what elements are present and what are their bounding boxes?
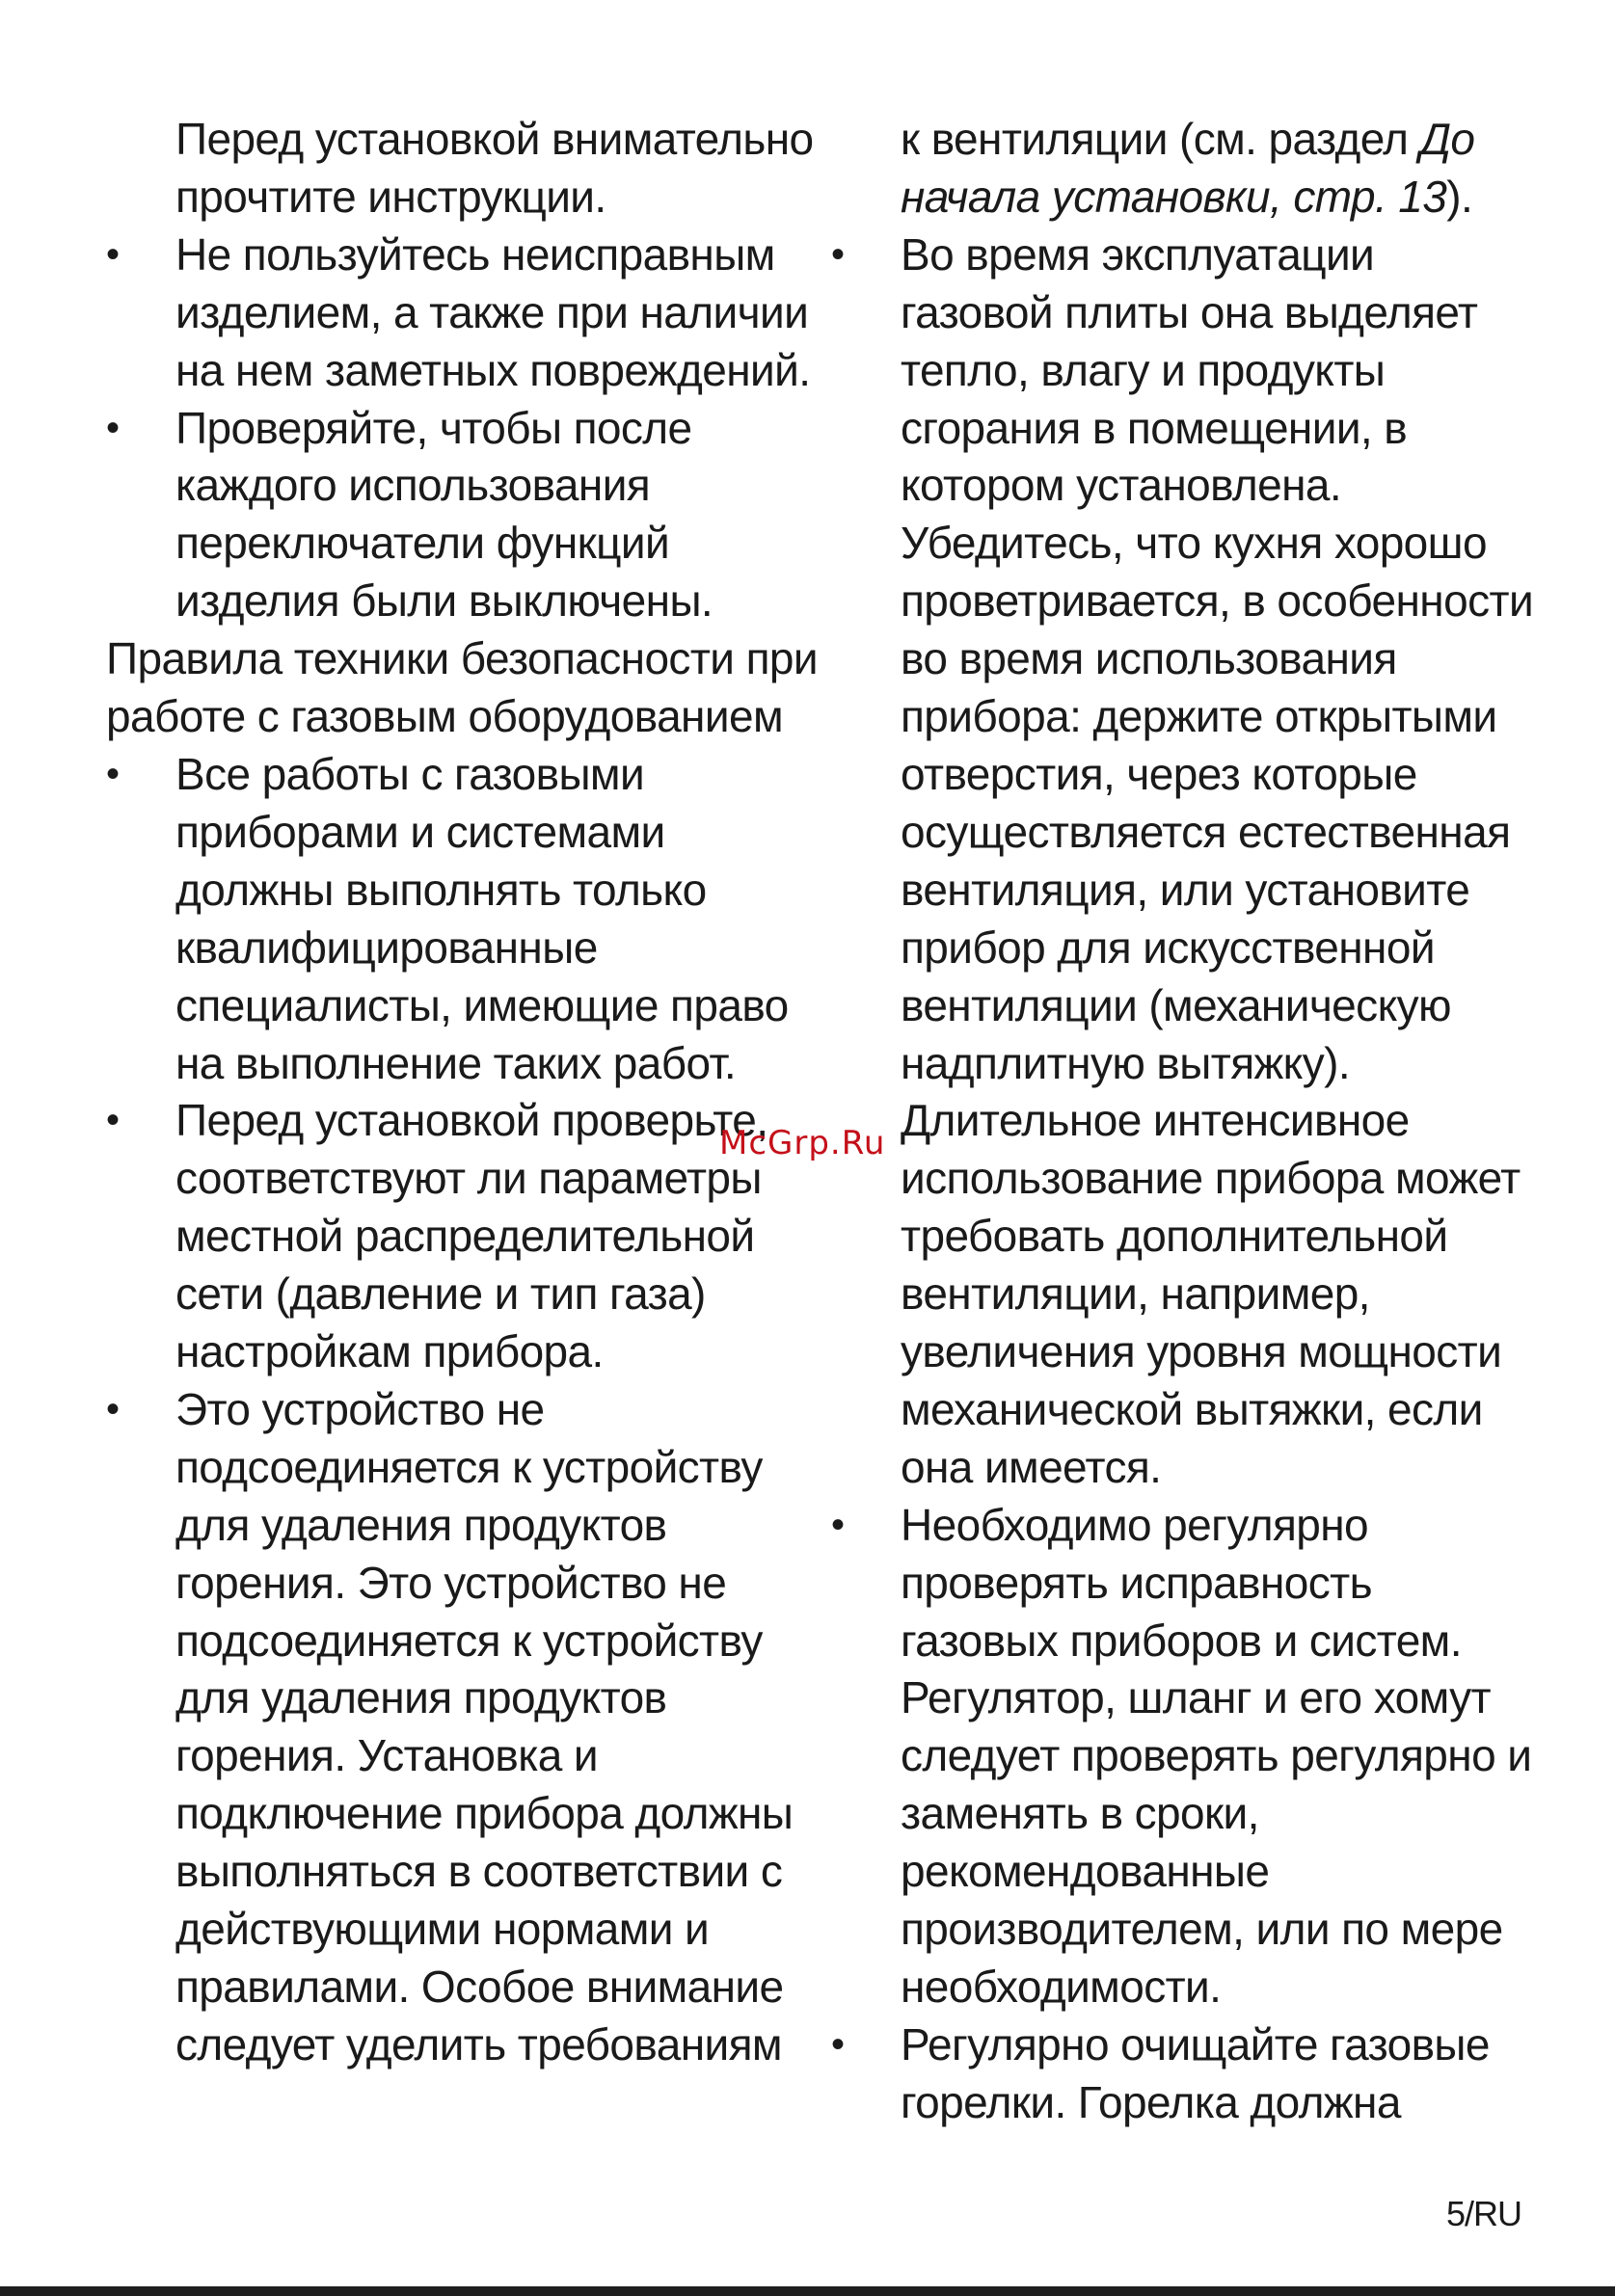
bullet-icon: • [106,1099,120,1142]
left-column [106,111,820,2074]
list-item [106,400,820,631]
bullet-icon: • [106,232,120,276]
section-heading-text: Правила техники безопасности при работе с газовым оборудованием [106,633,818,742]
bullet-icon: • [106,752,120,795]
intro-text: Перед установкой внимательно прочтите инструкции. [175,114,814,222]
list-item [106,1381,820,2074]
bullet-icon: • [831,232,845,276]
list-item [831,227,1535,1497]
list-item-text: Регулярно очищайте газовые горелки. Горелка должна [901,2018,1490,2127]
bullet-icon: • [831,2022,845,2066]
list-item [106,1092,820,1381]
list-item-text: Необходимо регулярно проверять исправность газовых приборов и систем. Регулятор, шланг и его хомут следует проверять регулярно и заменять в сроки, рекомендованные производителем, или по мере необходимости. [901,1499,1532,2012]
continuation-paragraph [831,111,1535,227]
bullet-icon: • [831,1503,845,1546]
list-item [106,227,820,400]
list-item [831,1497,1535,2016]
section-heading [106,630,820,746]
list-item [106,746,820,1092]
bullet-icon: • [106,1387,120,1430]
list-item-text: Проверяйте, чтобы после каждого использования переключатели функций изделия были выключены. [175,402,713,627]
list-item-text: Это устройство не подсоединяется к устройству для удаления продуктов горения. Это устройство не подсоединяется к устройству для удаления продуктов горения. Установка и подключение прибора должны выполняться в соответствии с действующими нормами и правилами. Особое внимание следует уделить требованиям [175,1383,794,2069]
section-reference-link: До начала установки, стр. 13 [901,114,1475,222]
intro-paragraph [106,111,820,227]
bullet-icon: • [106,406,120,449]
continuation-text: к вентиляции (см. раздел [901,114,1420,164]
list-item-text: Перед установкой проверьте, соответствуют ли параметры местной распределительной сети (давление и тип газа) настройкам прибора. [175,1095,768,1377]
continuation-end: ). [1446,171,1473,222]
list-item [831,2016,1535,2132]
right-column [831,111,1535,2132]
list-item-text: Во время эксплуатации газовой плиты она выделяет тепло, влагу и продукты сгорания в помещении, в котором установлена. Убедитесь, что кухня хорошо проветривается, в особенности во время использования прибора: держите открытыми отверстия, через которые осуществляется естественная вентиляция, или установите прибор для искусственной вентиляции (механическую надплитную вытяжку). Длительное интенсивное использование прибора может требовать дополнительной вентиляции, например, увеличения уровня мощности механической вытяжки, если она имеется. [901,228,1534,1492]
list-item-text: Все работы с газовыми приборами и системами должны выполнять только квалифицированные специалисты, имеющие право на выполнение таких работ. [175,748,789,1088]
watermark: McGrp.Ru [719,1124,886,1162]
bottom-divider [0,2286,1615,2296]
page-number: 5/RU [1446,2194,1522,2233]
list-item-text: Не пользуйтесь неисправным изделием, а также при наличии на нем заметных повреждений. [175,228,811,395]
